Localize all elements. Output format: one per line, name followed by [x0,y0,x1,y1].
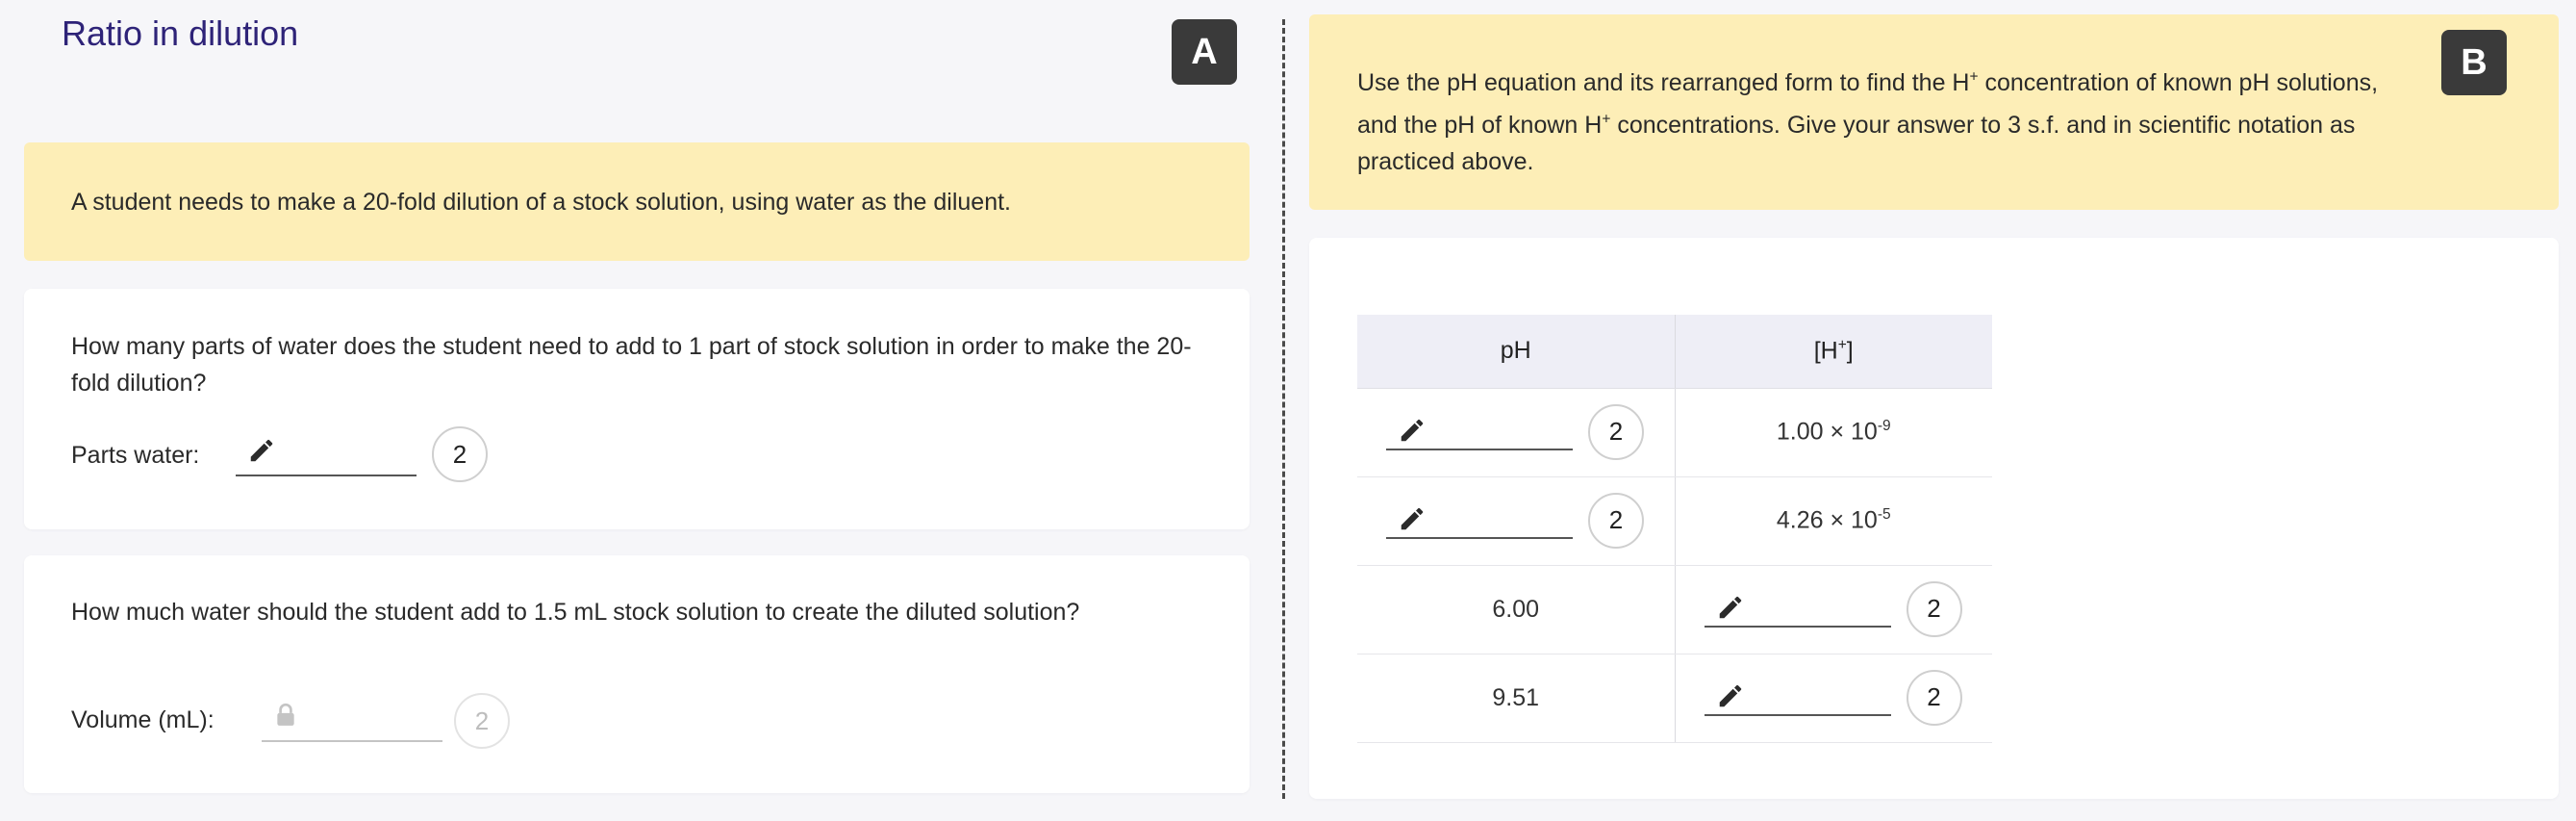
h-concentration-input[interactable] [1676,566,1993,654]
ph-input-underline [1386,449,1573,450]
ph-input[interactable] [1357,477,1675,565]
ph-input-cell [1357,388,1675,476]
ph-column-header: pH [1357,315,1675,388]
attempts-counter: 2 [1588,404,1644,460]
h-concentration-cell: $4.26 \times 10^{-5}$ [1675,476,1992,565]
panel-b-badge: B [2441,30,2507,95]
volume-underline [262,740,442,742]
pencil-icon [247,436,276,465]
attempts-counter: 2 [1907,670,1962,726]
pencil-icon [1716,593,1745,622]
question-card-1 [24,289,1250,529]
page-title: Ratio in dilution [62,13,299,53]
attempts-counter-2: 2 [454,693,510,749]
instructions-callout [1309,14,2559,210]
intro-text: A student needs to make a 20-fold dilution of a stock solution, using water as the diluent. [71,189,1011,216]
ph-input-underline [1386,537,1573,539]
panel-a-badge: A [1172,19,1237,85]
question-2-text: How much water should the student add to 1.5 mL stock solution to create the diluted solution? [71,599,1080,626]
pencil-icon [1398,416,1427,445]
table-row [1357,654,1992,742]
h-concentration-underline [1705,626,1891,628]
lock-icon [273,703,298,728]
intro-callout [24,142,1250,261]
h-concentration-input[interactable] [1676,654,1993,742]
h-concentration-underline [1705,714,1891,716]
parts-water-underline [236,475,417,476]
ph-input[interactable] [1357,389,1675,476]
table-row [1357,565,1992,654]
h-concentration-input-cell [1675,565,1992,654]
attempts-counter-1: 2 [432,426,488,482]
attempts-counter: 2 [1588,493,1644,549]
attempts-counter: 2 [1907,581,1962,637]
instructions-text: Use the pH equation and its rearranged form to find the H+ concentration of known pH solutions, and the pH of known H+ concentrations. Give your answer to 3 s.f. and in scientific notation as practiced above. [1357,69,2379,175]
h-concentration-column-header: [H+] [1675,315,1992,388]
h-concentration-cell: $1.00 \times 10^{-9}$ [1675,388,1992,476]
volume-label: Volume (mL): [71,706,215,733]
table-row [1357,388,1992,476]
ph-table [1357,315,1992,743]
question-1-text: How many parts of water does the student need to add to 1 part of stock solution in order to make the 20-fold dilution? [71,333,1192,397]
ph-value-cell: 9.51 [1357,654,1675,742]
ph-value-cell: 6.00 [1357,565,1675,654]
parts-water-label: Parts water: [71,442,200,469]
ph-input-cell [1357,476,1675,565]
pencil-icon [1716,681,1745,710]
panel-divider [1282,19,1285,799]
question-card-2 [24,555,1250,793]
table-header-row [1357,315,1992,388]
pencil-icon [1398,504,1427,533]
h-concentration-input-cell [1675,654,1992,742]
table-row [1357,476,1992,565]
